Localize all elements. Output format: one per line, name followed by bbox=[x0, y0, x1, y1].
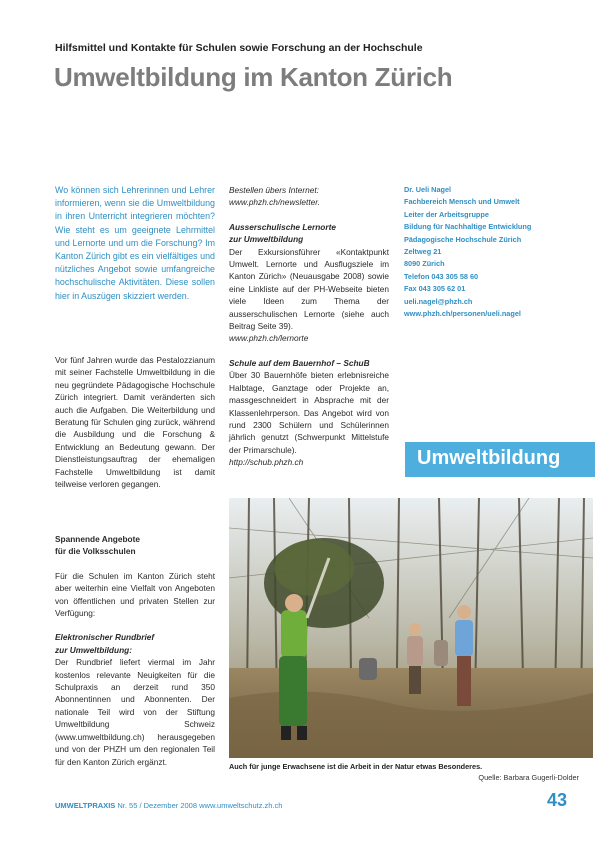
contact-line: Fax 043 305 62 01 bbox=[404, 284, 466, 294]
footer-url[interactable]: www.umweltschutz.zh.ch bbox=[199, 801, 283, 810]
kicker: Hilfsmittel und Kontakte für Schulen sowie Forschung an der Hochschule bbox=[55, 42, 423, 54]
footer-brand: UMWELTPRAXIS bbox=[55, 801, 116, 810]
order-line: Bestellen übers Internet: bbox=[229, 185, 319, 195]
section-volksschulen bbox=[55, 533, 215, 768]
rundbrief-heading: zur Umweltbildung: bbox=[55, 644, 132, 655]
photo-illustration bbox=[229, 498, 593, 758]
contact-line: 8090 Zürich bbox=[404, 259, 445, 269]
contact-block bbox=[404, 184, 579, 320]
contact-web-link[interactable]: www.phzh.ch/personen/ueli.nagel bbox=[404, 309, 521, 319]
footer bbox=[55, 801, 282, 810]
photo-caption: Auch für junge Erwachsene ist die Arbeit in der Natur etwas Besonderes. bbox=[229, 762, 483, 771]
body-paragraph: Vor fünf Jahren wurde das Pestalozzianum mit seiner Fachstelle Umweltbildung in die neu gegründete Pädagogische Hochschule Zürich integriert. Damit veränderten sich auch die Aufgaben. Die Weiterbildung und Beratung für Schulen ging zurück, während die Ausbildung und die Forschung & Entwicklung an Bedeutung gewann. Der Dienstleistungsauftrag der ehemaligen Fachstelle Umweltbildung ist damit teilweise verloren gegangen. bbox=[55, 355, 215, 490]
schub-body: Über 30 Bauernhöfe bieten erlebnisreiche Halbtage, Ganztage oder Projekte an, massgeschneidert in Absprache mit der Klassenlehrperson. Das Angebot wird von rund 2300 Schülern und Schülerinnen jährlich genutzt (Schwerpunkt Mittelstufe der Primarschule). bbox=[229, 370, 389, 455]
contact-line: Fachbereich Mensch und Umwelt bbox=[404, 197, 520, 207]
section-tag bbox=[405, 442, 595, 477]
page-title: Umweltbildung im Kanton Zürich bbox=[54, 62, 453, 92]
contact-line: Pädagogische Hochschule Zürich bbox=[404, 234, 522, 244]
contact-email-link[interactable]: ueli.nagel@phzh.ch bbox=[404, 296, 473, 306]
forest-work-photo bbox=[229, 498, 593, 758]
lernorte-heading: Ausserschulische Lernorte bbox=[229, 221, 336, 232]
paragraph: Für die Schulen im Kanton Zürich steht aber weiterhin eine Vielfalt von Angeboten von öffentlichen und privaten Stellen zur Verfügung: bbox=[55, 570, 215, 619]
contact-line: Dr. Ueli Nagel bbox=[404, 185, 452, 194]
lernorte-heading: zur Umweltbildung bbox=[229, 234, 304, 245]
contact-line: Bildung für Nachhaltige Entwicklung bbox=[404, 222, 532, 232]
contact-line: Zeltweg 21 bbox=[404, 247, 442, 257]
newsletter-link[interactable]: www.phzh.ch/newsletter. bbox=[229, 197, 320, 208]
footer-issue: Nr. 55 / Dezember 2008 bbox=[117, 801, 198, 810]
rundbrief-heading: Elektronischer Rundbrief bbox=[55, 632, 155, 643]
lernorte-body: Der Exkursionsführer «Kontaktpunkt Umwelt. Lernorte und Ausflugsziele im Kanton Zürich» (Neuausgabe 2008) sowie eine Linkliste auf der PH-Webseite bieten viele Ideen zum Thema der ausserschulischen Lernorte (siehe auch Beitrag Seite 39). bbox=[229, 246, 389, 332]
rundbrief-body: Der Rundbrief liefert viermal im Jahr kostenlos relevante Neuigkeiten für die Schulpraxis an derzeit rund 350 Abonnentinnen und Abonnenten. Der nationale Teil wird von der Stiftung Umweltbildung Schweiz (www.umweltbildung.ch) herausgegeben und von der PHZH um den regionalen Teil für den Kanton Zürich ergänzt. bbox=[55, 657, 215, 767]
schub-link[interactable]: http://schub.phzh.ch bbox=[229, 457, 304, 468]
photo-credit: Quelle: Barbara Gugerli-Dolder bbox=[478, 773, 579, 782]
intro-paragraph: Wo können sich Lehrerinnen und Lehrer informieren, wenn sie die Umweltbildung in ihren Unterricht integrieren möchten? Wie steht es um geeignete Lehrmittel und Lernorte und um die Forschung? Im Kanton Zürich gibt es ein vielfältiges und nützliches Angebot sowie umfangreiche hochschulische Aktivitäten. Diese sollen hier in Auszügen skizziert werden. bbox=[55, 185, 215, 301]
contact-line: Telefon 043 305 58 60 bbox=[404, 271, 479, 281]
contact-line: Leiter der Arbeitsgruppe bbox=[404, 209, 489, 219]
schub-heading: Schule auf dem Bauernhof – SchuB bbox=[229, 357, 370, 368]
subhead-line: Spannende Angebote bbox=[55, 534, 140, 544]
section-tag-label: Umweltbildung bbox=[417, 447, 561, 469]
subhead-line: für die Volksschulen bbox=[55, 546, 136, 557]
lernorte-link[interactable]: www.phzh.ch/lernorte bbox=[229, 333, 309, 344]
page-number: 43 bbox=[547, 790, 568, 810]
column-2 bbox=[229, 184, 389, 469]
